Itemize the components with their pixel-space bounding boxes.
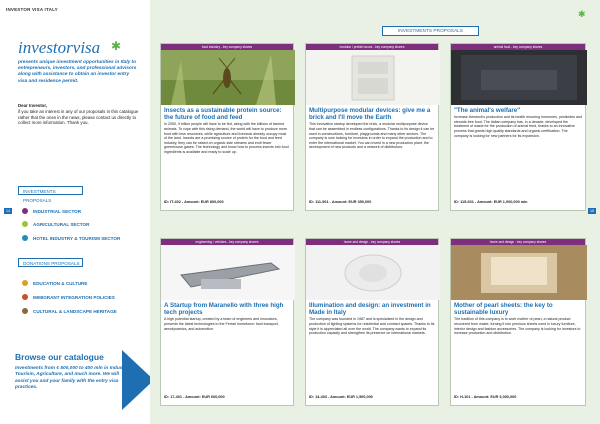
card-title: A Startup from Maranello with three high tech projects: [164, 302, 284, 317]
category-label: AGRICULTURAL SECTOR: [33, 221, 90, 227]
card-photo: [451, 245, 585, 300]
card-photo: [161, 245, 293, 300]
category-label: CULTURAL & LANDSCAPE HERITAGE: [33, 308, 117, 314]
proposals-tab: INVESTMENTS PROPOSALS: [382, 26, 479, 36]
card-tag: engineering / vehicles - key company shares: [161, 239, 293, 245]
category-dot: [22, 235, 28, 241]
card-id: ID: 14-403 - Amount: EUR 1,500,000: [309, 395, 373, 399]
category-dot: [22, 280, 28, 286]
category-dot: [22, 208, 28, 214]
category-education-culture[interactable]: [22, 280, 87, 286]
card-photo: [306, 245, 438, 300]
category-industrial[interactable]: [22, 208, 81, 214]
category-dot: [22, 308, 28, 314]
card-id: ID: 17-401 - Amount: EUR 600,000: [164, 395, 225, 399]
category-immigrant-integration[interactable]: [22, 294, 115, 300]
category-dot: [22, 294, 28, 300]
card-body: Increase livestock's production and its health ensuring hormones, pesticides and steroids free food. The Italian company has, in a decade, developed the treatment of waste for the production of animal feed, thanks to an innovative process that grants high quality standards and organic certification. The company is looking for new partners for its expansion.: [454, 115, 582, 138]
card-tag: food industry - key company shares: [161, 44, 293, 50]
category-label: HOTEL INDUSTRY & TOURISM SECTOR: [33, 235, 121, 241]
card-title: "The animal's welfare": [454, 107, 521, 114]
card-body: This innovative startup developed the brick, a modular multipurpose device that can be assembled in endless configurations. Thanks to its design it can be used in constructions, furniture, playgrounds and many other sectors. The company is now looking for investors in order to expand the production and to enter the international market. You can invest in a new production plant, the development of new products and a network of distributors.: [309, 122, 435, 150]
card-photo: [306, 50, 438, 105]
star-icon: ✱: [111, 39, 122, 53]
page-number-left: 14: [6, 209, 10, 213]
proposal-card[interactable]: [305, 43, 439, 211]
category-agricultural[interactable]: [22, 221, 89, 227]
card-tag: modular / prefab house - key company shares: [306, 44, 438, 50]
category-cultural-heritage[interactable]: [22, 308, 117, 314]
card-title: Illumination and design: an investment in Made in Italy: [309, 302, 431, 317]
proposal-card[interactable]: [305, 238, 439, 406]
card-tag: home and design - key company shares: [306, 239, 438, 245]
investor-visa-logo: [18, 38, 100, 58]
browse-title: Browse our catalogue: [15, 352, 104, 362]
proposal-card[interactable]: [160, 43, 294, 211]
category-label: INDUSTRIAL SECTOR: [33, 208, 82, 214]
card-id: ID: 111-501 - Amount: EUR 350,000: [309, 200, 372, 204]
category-label: EDUCATION & CULTURE: [33, 280, 88, 286]
category-dot: [22, 221, 28, 227]
intro-text: [18, 103, 140, 126]
card-tag: animal food - key company shares: [451, 44, 585, 50]
category-label: IMMIGRANT INTEGRATION POLICIES: [33, 294, 115, 300]
proposal-card[interactable]: [450, 43, 586, 211]
donations-section-label: DONATIONS PROPOSALS: [18, 258, 83, 267]
investments-section-label: INVESTMENTS PROPOSALS: [18, 186, 83, 195]
card-body: A high potential startup, created by a team of engineers and innovators, presents the latest technologies to the Ferrari hometown: food transport, aerodynamics, and automotive.: [164, 317, 279, 331]
intro-body: if you take an interest in any of our proposals in this catalogue rather that the ones in the news, please contact us directly to collect more information. Thank you.: [18, 108, 139, 126]
card-title: Mother of pearl sheets: the key to sustainable luxury: [454, 302, 553, 317]
card-tag: home and design - key company shares: [451, 239, 585, 245]
card-id: ID: IT-402 - Amount: EUR 800,000: [164, 200, 224, 204]
card-body: The company was founded in 1987 and is specialized in the design and production of lighting systems for residential and contract spaces. Thanks to its style it is appreciated all over the world. The company wants to expand its production capacity and strengthen its presence on international markets.: [309, 317, 435, 336]
card-title: Multipurpose modular devices: give me a brick and I'll move the Earth: [309, 107, 431, 122]
proposal-card[interactable]: [450, 238, 586, 406]
intro-greeting: Dear Investor,: [18, 103, 48, 108]
card-id: ID: 115-601 - Amount: EUR 1,000,000 mln: [454, 200, 528, 204]
card-title: Insects as a sustainable protein source: the future of food and feed: [164, 107, 282, 122]
card-body: In 2050, 9 billion people will have to be fed, along with the billions of farmed animals. To cope with this rising demand, the world will have to produce more food with less resources, while agriculture and livestock already occupy most of the land. Insects are a promising source of protein for the food and feed industry, they can be raised on organic side streams and emit fewer greenhouse gases. The technology and know how to process insects into food ingredients is available and ready to scale up.: [164, 122, 289, 154]
browse-text: Investments from € 500,000 to 400 mln in Industry, Tourism, Agriculture, and much more. We will assist you and your family with the entry visa practices.: [15, 366, 130, 390]
card-body: The tradition of this company is to work mother of pearl, a natural product recovered from waste, turning it into precious sheets used in luxury furniture, interior design and fashion accessories. The company is looking for investors to increase production and distribution.: [454, 317, 581, 336]
left-page: [0, 0, 150, 424]
page-number-right: 15: [590, 209, 594, 213]
category-hotel-tourism[interactable]: [22, 235, 120, 241]
header-title: INVESTOR VISA ITALY: [6, 7, 58, 12]
card-photo: [451, 50, 585, 105]
logo-word-investor: investor: [18, 38, 73, 57]
card-id: ID: H-101 - Amount: EUR 3,000,000: [454, 395, 517, 399]
logo-word-visa: visa: [72, 38, 101, 57]
card-photo: [161, 50, 293, 105]
star-icon: ✱: [578, 9, 586, 19]
proposal-card[interactable]: [160, 238, 294, 406]
lead-text: presents unique investment opportunities in Italy to entrepreneurs, investors, and professional advisors along with assistance to obtain an investor entry visa and residence permit.: [18, 60, 137, 84]
